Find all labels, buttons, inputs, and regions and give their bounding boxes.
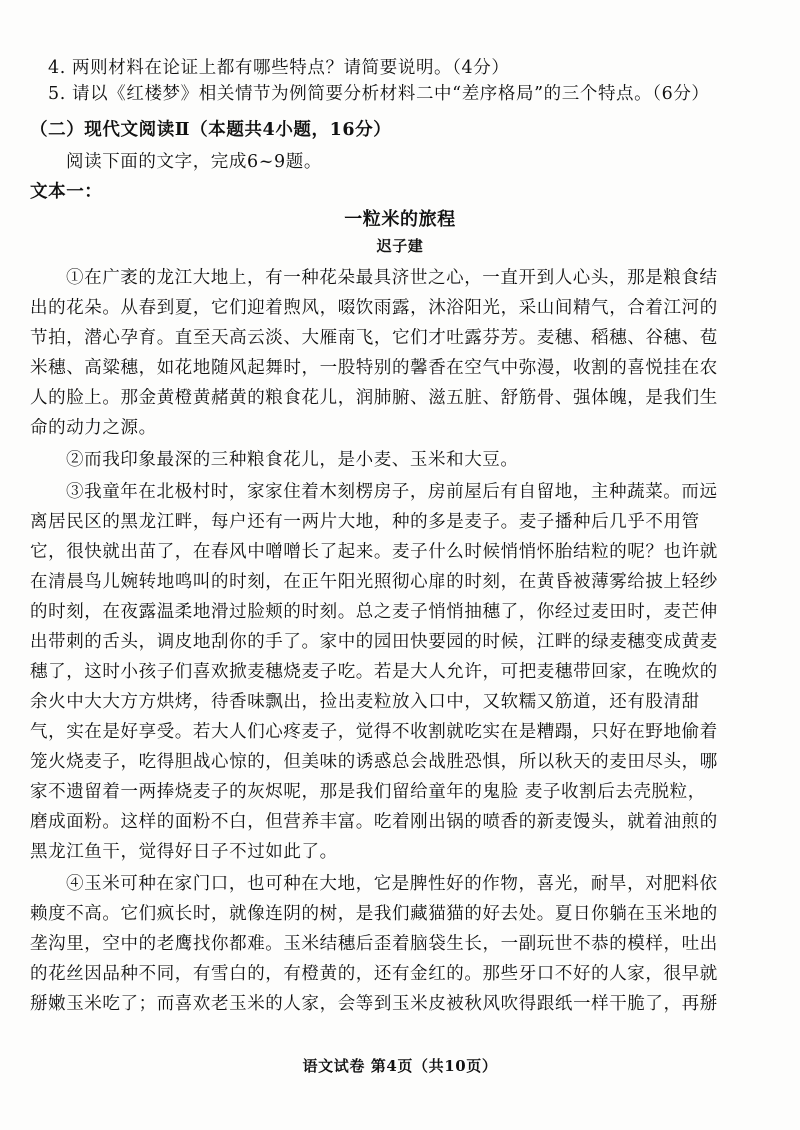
body-line: 气，实在是好享受。若大人们心疼麦子，觉得不收割就吃实在是糟蹋，只好在野地偷着: [30, 722, 718, 742]
body-line: ④玉米可种在家门口，也可种在大地，它是脾性好的作物，喜光，耐旱，对肥料依: [66, 874, 718, 894]
page-footer: 语文试卷 第4页（共10页）: [302, 1057, 498, 1075]
text-label: 文本一：: [30, 182, 103, 202]
body-line: ①在广袤的龙江大地上，有一种花朵最具济世之心，一直开到人心头，那是粮食结: [66, 268, 718, 288]
body-line: 笼火烧麦子，吃得胆战心惊的，但美味的诱惑总会战胜恐惧，所以秋天的麦田尽头，哪: [30, 752, 718, 772]
body-line: 的时刻，在夜露温柔地滑过脸颊的时刻。总之麦子悄悄抽穗了，你经过麦田时，麦芒伸: [30, 602, 718, 622]
body-line: 它，很快就出苗了，在春风中噌噌长了起来。麦子什么时候悄悄怀胎结粒的呢？也许就: [30, 542, 718, 562]
body-line: 磨成面粉。这样的面粉不白，但营养丰富。吃着刚出锅的喷香的新麦馒头，就着油煎的: [30, 812, 718, 832]
section-instruction: 阅读下面的文字，完成6~9题。: [66, 152, 322, 172]
body-line: 节拍，潜心孕育。直至天高云淡、大雁南飞，它们才吐露芬芳。麦穗、稻穗、谷穗、苞: [30, 328, 718, 348]
question-5: 5. 请以《红楼梦》相关情节为例简要分析材料二中“差序格局”的三个特点。（6分）: [48, 84, 710, 104]
body-line: 家不遗留着一两捧烧麦子的灰烬呢，那是我们留给童年的鬼脸 麦子收割后去壳脱粒，: [30, 782, 706, 802]
body-line: 米穗、高粱穗，如花地随风起舞时，一股特别的馨香在空气中弥漫，收割的喜悦挂在农: [30, 358, 718, 378]
body-line: ②而我印象最深的三种粮食花儿，是小麦、玉米和大豆。: [66, 450, 519, 470]
body-line: ③我童年在北极村时，家家住着木刻楞房子，房前屋后有自留地，主种蔬菜。而远: [66, 482, 718, 502]
body-line: 出的花朵。从春到夏，它们迎着煦风，啜饮雨露，沐浴阳光，采山间精气，合着江河的: [30, 298, 718, 318]
body-line: 人的脸上。那金黄橙黄赭黄的粮食花儿，润肺腑、滋五脏、舒筋骨、强体魄，是我们生: [30, 388, 718, 408]
body-line: 余火中大大方方烘烤，待香味飘出，捡出麦粒放入口中，又软糯又筋道，还有股清甜: [30, 692, 700, 712]
body-line: 的花丝因品种不同，有雪白的，有橙黄的，还有金红的。那些牙口不好的人家，很早就: [30, 964, 718, 984]
question-4: 4. 两则材料在论证上都有哪些特点？请简要说明。（4分）: [48, 58, 510, 78]
article-author: 迟子建: [376, 237, 424, 255]
body-line: 离居民区的黑龙江畔，每户还有一两片大地，种的多是麦子。麦子播种后几乎不用管: [30, 512, 700, 532]
body-line: 黑龙江鱼干，觉得好日子不过如此了。: [30, 842, 338, 862]
article-title: 一粒米的旅程: [344, 209, 456, 230]
body-line: 赖度不高。它们疯长时，就像连阴的树，是我们藏猫猫的好去处。夏日你躺在玉米地的: [30, 904, 718, 924]
body-line: 穗了，这时小孩子们喜欢掀麦穗烧麦子吃。若是大人允许，可把麦穗带回家，在晚炊的: [30, 662, 718, 682]
body-line: 出带刺的舌头，调皮地刮你的手了。家中的园田快要园的时候，江畔的绿麦穗变成黄麦: [30, 632, 718, 652]
body-line: 命的动力之源。: [30, 418, 157, 438]
section-heading: （二）现代文阅读Ⅱ（本题共4小题，16分）: [30, 120, 392, 140]
body-line: 掰嫩玉米吃了；而喜欢老玉米的人家，会等到玉米皮被秋风吹得跟纸一样干脆了，再掰: [30, 994, 718, 1014]
body-line: 垄沟里，空中的老鹰找你都难。玉米结穗后歪着脑袋生长，一副玩世不恭的模样，吐出: [30, 934, 718, 954]
body-line: 在清晨鸟儿婉转地鸣叫的时刻，在正午阳光照彻心扉的时刻，在黄昏被薄雾给披上轻纱: [30, 572, 718, 592]
